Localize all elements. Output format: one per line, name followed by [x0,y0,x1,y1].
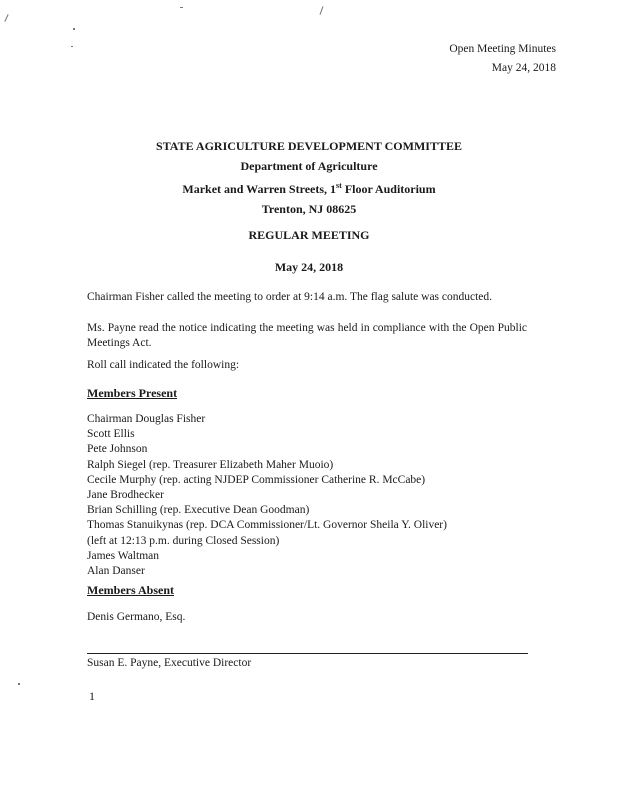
absent-member: Denis Germano, Esq. [87,611,186,623]
scan-mark [4,14,8,22]
department-name: Department of Agriculture [240,159,378,173]
meeting-address [0,176,618,199]
members-present-heading: Members Present [87,386,178,400]
list-item: Brian Schilling (rep. Executive Dean Goodman) [87,504,310,517]
call-to-order-paragraph: Chairman Fisher called the meeting to order at 9:14 a.m. The flag salute was conducted. [87,291,493,303]
scan-mark [180,7,183,8]
list-item: Thomas Stanuikynas (rep. DCA Commissioner/Lt. Governor Sheila Y. Oliver) [87,519,447,532]
address-ordinal: st [336,181,342,190]
members-absent-heading: Members Absent [87,583,174,597]
list-item: (left at 12:13 p.m. during Closed Session) [87,534,280,547]
scan-mark [319,6,323,15]
document-header [449,40,556,78]
scan-mark [71,46,73,47]
list-item: Pete Johnson [87,443,148,456]
list-item: James Waltman [87,549,159,562]
header-date: May 24, 2018 [491,62,556,74]
list-item: Scott Ellis [87,428,135,441]
meeting-city: Trenton, NJ 08625 [261,202,357,216]
notice-paragraph: Ms. Payne read the notice indicating the meeting was held in compliance with the Open Public Meetings Act. [87,322,527,349]
list-item: Jane Brodhecker [87,489,164,502]
signature-line [87,653,528,654]
committee-name: STATE AGRICULTURE DEVELOPMENT COMMITTEE [156,139,462,153]
header-doc-type: Open Meeting Minutes [449,43,556,55]
signature-name: Susan E. Payne, Executive Director [87,657,252,669]
meeting-type: REGULAR MEETING [248,228,370,242]
title-block [0,136,618,219]
scan-mark [73,28,75,30]
members-present-list [87,412,447,579]
roll-call-paragraph: Roll call indicated the following: [87,359,240,371]
list-item: Alan Danser [87,565,145,578]
list-item: Cecile Murphy (rep. acting NJDEP Commissioner Catherine R. McCabe) [87,473,426,486]
list-item: Ralph Siegel (rep. Treasurer Elizabeth Maher Muoio) [87,458,334,471]
meeting-date: May 24, 2018 [274,260,344,274]
address-suffix: Floor Auditorium [341,182,436,196]
address-prefix: Market and Warren Streets, 1 [182,182,337,196]
list-item: Chairman Douglas Fisher [87,413,206,425]
page-number: 1 [89,689,95,703]
scan-mark [18,683,20,685]
